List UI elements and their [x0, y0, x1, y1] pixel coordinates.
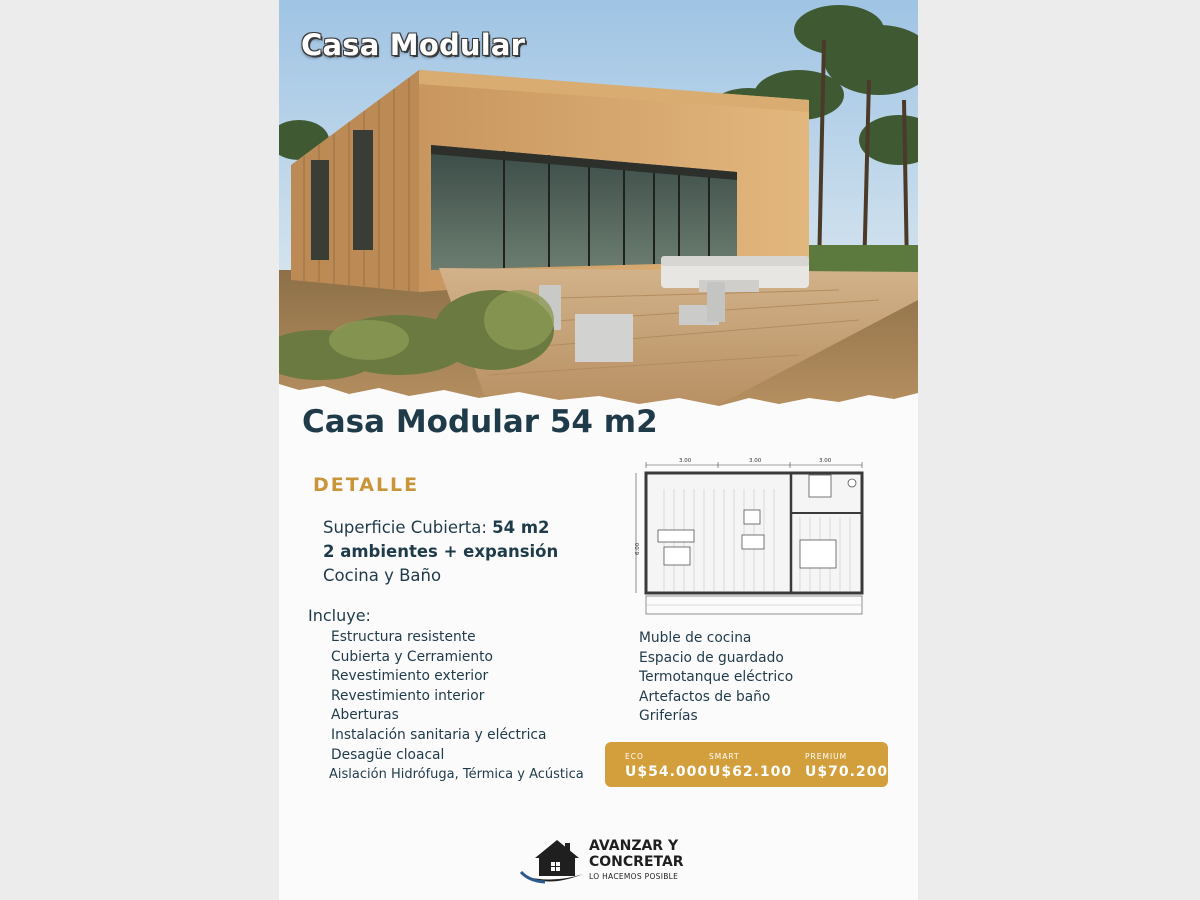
- price-tier-name: ECO: [625, 752, 644, 761]
- price-tier-name: SMART: [709, 752, 740, 761]
- list-item: Griferías: [639, 708, 698, 725]
- list-item: Instalación sanitaria y eléctrica: [331, 726, 547, 743]
- plan-dim-top-1: 3.00: [679, 458, 692, 464]
- kitchen-bath-text: Cocina y Baño: [323, 566, 442, 585]
- surface-label: Superficie Cubierta:: [323, 518, 487, 537]
- price-eco: [625, 752, 708, 780]
- list-item: Estructura resistente: [331, 629, 476, 645]
- surface-row: [323, 516, 558, 540]
- plan-dim-height: 6.00: [635, 542, 641, 555]
- list-item: Revestimiento interior: [331, 687, 485, 704]
- detail-label: DETALLE: [313, 474, 420, 496]
- brochure-sheet: [279, 0, 918, 900]
- includes-title: Incluye:: [308, 606, 371, 625]
- floor-plan: [634, 455, 874, 624]
- price-premium: [805, 752, 888, 780]
- includes-list-left: [331, 628, 584, 785]
- logo-line-1: AVANZAR Y: [589, 838, 679, 854]
- price-amount: U$62.100: [709, 764, 793, 780]
- list-item: Aislación Hidrófuga, Térmica y Acústica: [329, 767, 584, 783]
- includes-list-right: [639, 629, 793, 727]
- header-title: Casa Modular: [301, 28, 526, 62]
- price-smart: [709, 752, 792, 780]
- rooms-text: 2 ambientes + expansión: [323, 542, 559, 561]
- price-box: [605, 742, 888, 787]
- plan-dim-top-2: 3.00: [749, 458, 762, 464]
- house-photo: [279, 0, 918, 420]
- price-amount: U$70.200: [805, 764, 889, 780]
- list-item: Revestimiento exterior: [331, 668, 489, 685]
- list-item: Desagüe cloacal: [331, 746, 445, 763]
- house-logo-icon: [519, 836, 587, 886]
- list-item: Cubierta y Cerramiento: [331, 648, 493, 665]
- list-item: Artefactos de baño: [639, 688, 771, 705]
- plan-dim-top-3: 3.00: [819, 458, 832, 464]
- list-item: Termotanque eléctrico: [639, 669, 794, 686]
- logo-tagline: LO HACEMOS POSIBLE: [589, 872, 679, 881]
- price-tier-name: PREMIUM: [805, 752, 848, 761]
- list-item: Espacio de guardado: [639, 649, 784, 666]
- list-item: Aberturas: [331, 707, 399, 724]
- spec-list: [323, 516, 558, 588]
- company-logo: [519, 836, 689, 888]
- surface-value: 54 m2: [492, 518, 550, 537]
- logo-line-2: CONCRETAR: [589, 854, 684, 870]
- price-amount: U$54.000: [625, 764, 709, 780]
- page-title: Casa Modular 54 m2: [302, 404, 658, 440]
- logo-text: [589, 838, 684, 881]
- list-item: Muble de cocina: [639, 630, 752, 646]
